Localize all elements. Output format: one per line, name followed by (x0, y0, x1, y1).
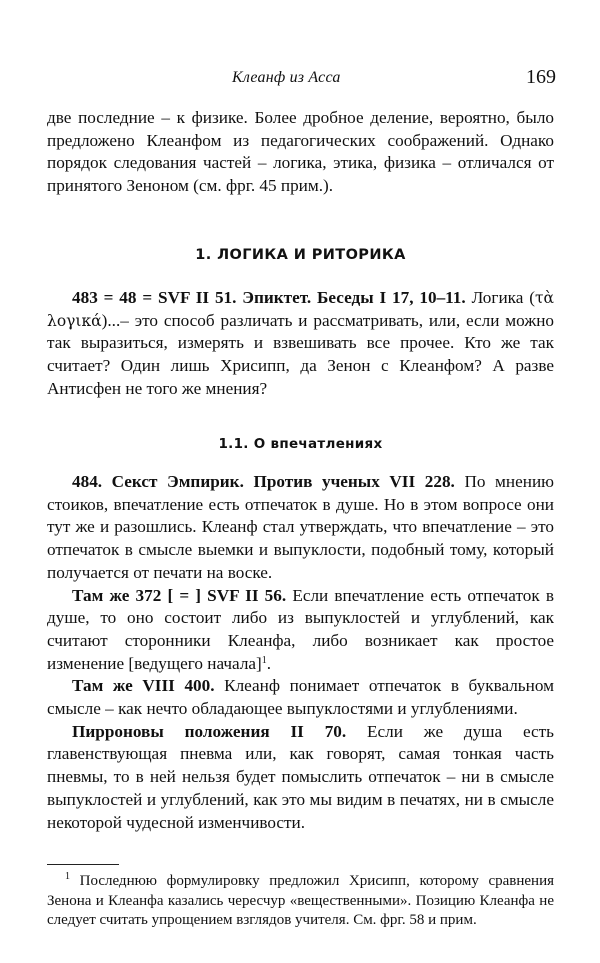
page-header (0, 66, 600, 90)
fragment-ibid-372-text: Если впечатление есть отпечаток в душе, то оно состоит либо из выпуклостей и углублений, как считают сторонники Клеанфа, либо возникает как простое изменение [ведущего начала] (47, 585, 554, 673)
fragment-484-ref: 484. Секст Эмпирик. Против ученых VII 228. (72, 472, 455, 491)
fragment-pyrrhonian-ref: Пирроновы положения II 70. (72, 721, 347, 741)
fragment-483-ref: 483 = 48 = SVF II 51. Эпиктет. Беседы I 17, 10–11. (72, 288, 466, 307)
fragment-484 (47, 471, 554, 585)
fragment-pyrrhonian (47, 721, 554, 835)
fragment-pyrrhonian-text: Если же душа есть главенствующая пневма или, как говорят, самая тонкая часть пневмы, то в ней нельзя будет помыслить отпечаток – ни в смысле выпуклостей и углублений, как это мы видим в печатях, ни в смысле некоторой чудесной изменчивости. (47, 721, 554, 832)
fragment-ibid-372 (47, 585, 554, 676)
footnote-number: 1 (65, 871, 70, 882)
running-title: Клеанф из Асса (232, 69, 341, 86)
subsection-heading-impressions: 1.1. О впечатлениях (218, 436, 383, 452)
fragment-ibid-372-end: . (266, 653, 272, 673)
fragment-483-text-b: )...– это способ различать и рассматривать, или, если можно так выразиться, измерять и взвешивать все прочее. Кто же так считает? Один лишь Хрисипп, да Зенон с Клеанфом? А разве Антисфен не того же мнения? (47, 310, 554, 398)
footnote-marker[interactable]: 1 (261, 654, 267, 666)
footnote (47, 872, 554, 931)
fragment-483-text-a: Логика ( (465, 288, 535, 307)
fragment-484-text: По мнению стоиков, впечатление есть отпечаток в душе. Но в этом вопросе они тут же и разошлись. Клеанф стал утверждать, что впечатление – это отпечаток в смысле выемки и выпуклости, подобный тому, который получается от печати на воске. (47, 472, 554, 582)
fragment-483 (47, 287, 554, 401)
fragment-ibid-400 (47, 675, 554, 720)
fragment-ibid-400-text: Клеанф понимает отпечаток в буквальном смысле – как нечто обладающее выпуклостями и углублениями. (47, 676, 554, 719)
fragment-ibid-400-ref: Там же VIII 400. (72, 676, 215, 696)
footnote-text: Последнюю формулировку предложил Хрисипп, которому сравнения Зенона и Клеанфа казались чересчур «вещественными». Позицию Клеанфа не следует считать упрощением взглядов учителя. См. фрг. 58 и прим. (47, 873, 554, 928)
footnote-rule (47, 864, 119, 865)
fragment-ibid-372-ref: Там же 372 [ = ] SVF II 56. (72, 585, 287, 605)
greek-term: τὰ λογικά (47, 289, 554, 330)
intro-paragraph: две последние – к физике. Более дробное деление, вероятно, было предложено Клеанфом из педагогических соображений. Однако порядок следования частей – логика, этика, физика – отличался от принятого Зеноном (см. фрг. 45 прим.). (47, 108, 554, 196)
subsection-body (47, 471, 554, 834)
page-number: 169 (526, 66, 556, 88)
section-heading-logic-rhetoric: 1. ЛОГИКА И РИТОРИКА (195, 247, 406, 263)
